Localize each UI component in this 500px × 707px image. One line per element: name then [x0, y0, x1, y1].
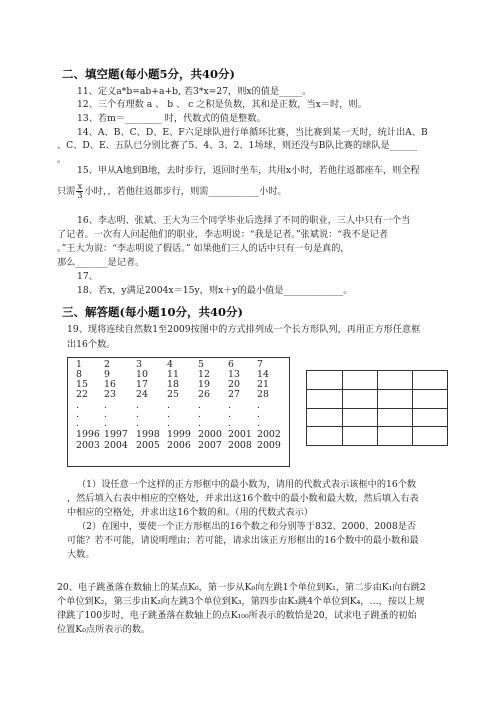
question-19-part-1-line-2: ，然后填入右表中相应的空格处，并求出这16个数中的最小数和最大数，然后填入右表	[67, 493, 419, 504]
grid-number: 19	[198, 379, 210, 390]
grid-number: 2002	[257, 429, 281, 440]
question-19-part-1-line-1: （1）设任意一个这样的正方形框中的最小数为，请用的代数式表示该框中的16个数	[77, 479, 417, 490]
question-19-part-1-line-3: 中相应的空格处，并求出这16个数的和。（用的代数式表示）	[67, 507, 313, 518]
grid-number: 1997	[104, 429, 128, 440]
question-16-line-3: 。”王大为说：“李志明说了假话。” 如果他们三人的话中只有一句是真的，	[57, 243, 350, 254]
answer-grid-line	[307, 426, 447, 427]
grid-number: 2000	[198, 429, 222, 440]
grid-number: 2009	[257, 440, 281, 451]
grid-number: 16	[104, 379, 116, 390]
grid-number: .	[257, 418, 260, 429]
grid-number: 1998	[136, 429, 160, 440]
grid-number: 1	[76, 359, 82, 370]
question-20-line-4: 位置K₀点所表示的数。	[57, 624, 151, 635]
grid-number: 4	[167, 359, 173, 370]
number-arrangement-figure	[67, 357, 290, 467]
question-11: 11、定义a*b=ab+a+b, 若3*x=27，则x的值是_____。	[77, 86, 312, 97]
question-16-line-4: 那么_______是记者。	[57, 257, 145, 268]
grid-number: .	[198, 418, 201, 429]
grid-number: .	[167, 409, 170, 420]
grid-number: 6	[228, 359, 234, 370]
grid-number: 2008	[228, 440, 252, 451]
grid-number: 21	[257, 379, 269, 390]
question-19-line-2: 出16个数。	[67, 339, 116, 350]
section-3-title: 三、解答题(每小题10分，共40分)	[62, 305, 243, 319]
grid-number: 27	[228, 389, 240, 400]
grid-number: 2	[104, 359, 110, 370]
grid-number: 17	[136, 379, 148, 390]
grid-number: 28	[257, 389, 269, 400]
question-19-part-2-line-1: （2）在图中，要使一个正方形框出的16个数之和分别等于832、2000、2008是否	[77, 521, 417, 532]
answer-grid-4x4	[306, 370, 448, 446]
grid-number: 25	[167, 389, 179, 400]
grid-number: 8	[76, 369, 82, 380]
question-15-line-2	[57, 183, 287, 201]
grid-number: 5	[198, 359, 204, 370]
grid-number: 10	[136, 369, 148, 380]
grid-number: 1996	[76, 429, 100, 440]
grid-number: 2005	[136, 440, 160, 451]
question-16-line-1: 16、李志明、张斌、王大为三个同学毕业后选择了不同的职业，三人中只有一个当	[77, 215, 411, 226]
question-14-line-3: 。	[57, 154, 67, 165]
fraction-numerator: x	[77, 182, 83, 191]
grid-number: 7	[257, 359, 263, 370]
answer-grid-line	[307, 389, 447, 390]
grid-number: 2001	[228, 429, 252, 440]
question-13: 13、若m＝________ 时，代数式的值是整数。	[77, 113, 266, 124]
grid-number: 13	[228, 369, 240, 380]
grid-number: 12	[198, 369, 210, 380]
grid-number: .	[167, 418, 170, 429]
question-15-prefix: 只需	[57, 186, 76, 197]
grid-number: 15	[76, 379, 88, 390]
question-12: 12、三个有理数 a 、 b 、 c 之积是负数，其和是正数，当x＝时，则。	[77, 99, 367, 110]
question-20-line-2: 个单位到K₂，第三步由K₂向左跳3个单位到K₃，第四步由K₃跳4个单位到K₄，…，按以上规	[57, 596, 425, 607]
grid-number: .	[136, 418, 139, 429]
grid-number: 18	[167, 379, 179, 390]
grid-number: .	[104, 409, 107, 420]
fraction-denominator: 3	[77, 191, 83, 200]
grid-number: 1999	[167, 429, 191, 440]
grid-number: .	[104, 418, 107, 429]
grid-number: .	[76, 400, 79, 411]
grid-number: 20	[228, 379, 240, 390]
question-20-line-1: 20、电子跳蚤落在数轴上的某点K₀，第一步从K₀向左跳1个单位到K₁，第二步由K₁向右跳2	[57, 582, 426, 593]
question-17: 17、	[77, 271, 98, 282]
grid-number: 26	[198, 389, 210, 400]
question-15-suffix: 小时，，若他往返都步行，则需___________小时。	[84, 186, 287, 197]
grid-number: 2003	[76, 440, 100, 451]
grid-number: .	[257, 409, 260, 420]
question-20-line-3: 律跳了100步时，电子跳蚤落在数轴上的点K₁₀₀所表示的数恰是20，试求电子跳蚤的初始	[57, 610, 417, 621]
grid-number: .	[228, 418, 231, 429]
question-15-line-1: 15、甲从A地到B地，去时步行，返回时坐车，共用x小时，若他往返都座车，则全程	[77, 165, 420, 176]
grid-number: .	[104, 400, 107, 411]
fraction-x-over-3	[76, 183, 83, 200]
grid-number: .	[228, 400, 231, 411]
grid-number: 9	[104, 369, 110, 380]
grid-number: .	[198, 409, 201, 420]
answer-grid-line	[307, 408, 447, 409]
grid-number: 3	[136, 359, 142, 370]
grid-number: .	[167, 400, 170, 411]
question-19-part-2-line-2: 可能？若不可能，请说明理由；若可能，请求出该正方形框出的16个数中的最小数和最	[67, 535, 419, 546]
grid-number: .	[136, 400, 139, 411]
question-14-line-2: 、C、D、E、五队已分别比赛了5、4、3、2、1场球，则还没与B队比赛的球队是______	[57, 140, 418, 151]
grid-number: .	[228, 409, 231, 420]
question-16-line-2: 了记者。一次有人问起他们的职业，李志明说：“我是记者。”张斌说：“我不是记者	[57, 229, 389, 240]
grid-number: 14	[257, 369, 269, 380]
grid-number: 2004	[104, 440, 128, 451]
grid-number: .	[136, 409, 139, 420]
grid-number: 2006	[167, 440, 191, 451]
grid-number: .	[198, 400, 201, 411]
section-2-title: 二、填空题(每小题5分，共40分)	[62, 67, 235, 81]
question-18: 18、若x，y满足2004x＝15y，则x＋y的最小值是_____________。	[77, 285, 353, 296]
grid-number: .	[76, 418, 79, 429]
question-14-line-1: 14、A、B、C、D、E、F六足球队进行单循环比赛，当比赛到某一天时，统计出A、B	[77, 127, 428, 138]
question-19-line-1: 19、现将连续自然数1至2009按图中的方式排列成一个长方形队列，再用正方形任意框	[67, 324, 421, 335]
question-19-part-2-line-3: 大数。	[67, 549, 95, 560]
grid-number: .	[257, 400, 260, 411]
grid-number: 22	[76, 389, 88, 400]
grid-number: 2007	[198, 440, 222, 451]
grid-number: 23	[104, 389, 116, 400]
grid-number: .	[76, 409, 79, 420]
grid-number: 24	[136, 389, 148, 400]
grid-number: 11	[167, 369, 179, 380]
